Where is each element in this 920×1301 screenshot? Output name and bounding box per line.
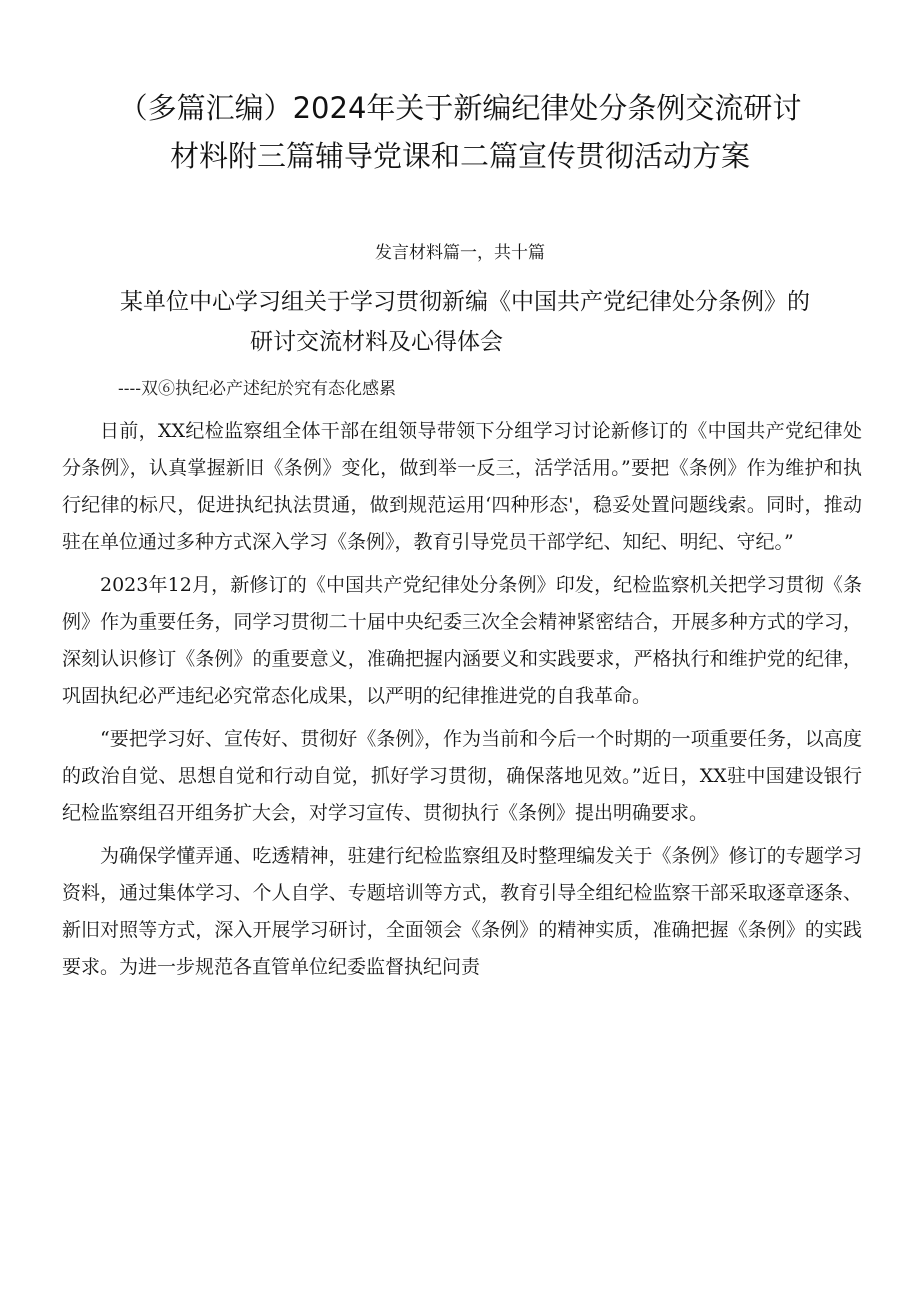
paragraph: 为确保学懂弄通、吃透精神，驻建行纪检监察组及时整理编发关于《条例》修订的专题学习资料，通过集体学习、个人自学、专题培训等方式，教育引导全组纪检监察干部采取逐章逐条、新旧对照等方式，深入开展学习研讨，全面领会《条例》的精神实质，准确把握《条例》的实践要求。为进一步规范各直管单位纪委监督执纪问责 (62, 845, 862, 978)
paragraph: 2023年12月，新修订的《中国共产党纪律处分条例》印发，纪检监察机关把学习贯彻《条例》作为重要任务，同学习贯彻二十届中央纪委三次全会精神紧密结合，开展多种方式的学习，深刻认识修订《条例》的重要意义，准确把握内涵要义和实践要求，严格执行和维护党的纪律，巩固执纪必严违纪必究常态化成果，以严明的纪律推进党的自我革命。 (62, 574, 862, 707)
body-text (62, 413, 862, 992)
document-title (60, 84, 860, 180)
document-title-line-2: 材料附三篇辅导党课和二篇宣传贯彻活动方案 (169, 139, 750, 173)
article-title-line-2: 研讨交流材料及心得体会 (250, 329, 503, 355)
article-subtitle: ----双⑥执纪必产述纪於究有态化感累 (118, 379, 396, 399)
article-title-line-1: 某单位中心学习组关于学习贯彻新编《中国共产党纪律处分条例》的 (120, 289, 810, 315)
document-title-line-1: （多篇汇编）2024年关于新编纪律处分条例交流研讨 (118, 91, 802, 125)
paragraph: 日前，XX纪检监察组全体干部在组领导带领下分组学习讨论新修订的《中国共产党纪律处分条例》，认真掌握新旧《条例》变化，做到举一反三，活学活用。”要把《条例》作为维护和执行纪律的标尺，促进执纪执法贯通，做到规范运用‘四种形态'，稳妥处置问题线索。同时，推动驻在单位通过多种方式深入学习《条例》，教育引导党员干部学纪、知纪、明纪、守纪。” (62, 420, 862, 553)
paragraph: “要把学习好、宣传好、贯彻好《条例》，作为当前和今后一个时期的一项重要任务，以高度的政治自觉、思想自觉和行动自觉，抓好学习贯彻，确保落地见效。”近日，XX驻中国建设银行纪检监察组召开组务扩大会，对学习宣传、贯彻执行《条例》提出明确要求。 (62, 728, 862, 824)
section-label: 发言材料篇一，共十篇 (375, 243, 545, 263)
